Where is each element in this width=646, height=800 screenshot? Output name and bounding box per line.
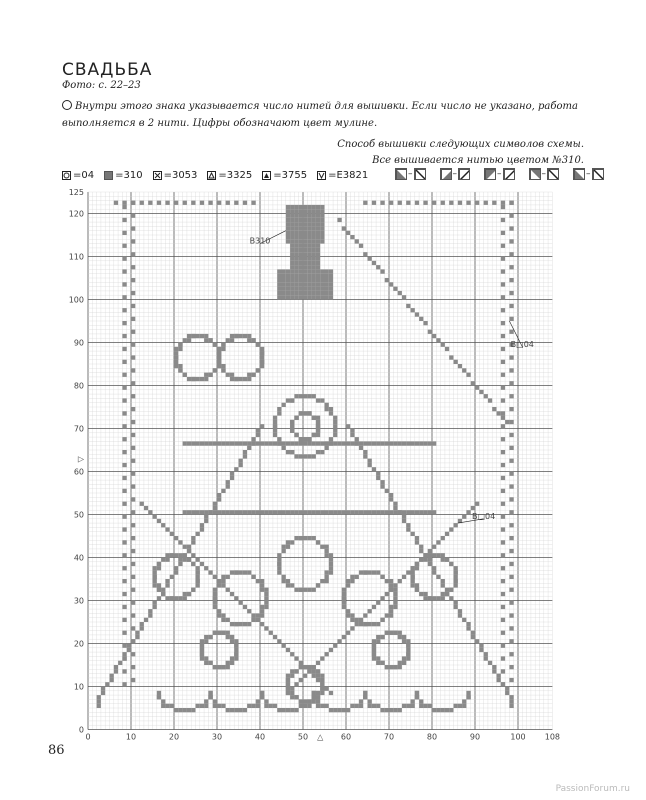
thread-note — [62, 98, 602, 132]
filled-triangle-icon — [262, 171, 271, 180]
x-tick-label: 40 — [254, 732, 266, 742]
callout-right: B□04 — [510, 339, 534, 349]
legend-label: =310 — [115, 170, 143, 181]
legend-item-3053 — [153, 170, 198, 181]
x-tick-label: 100 — [510, 732, 526, 742]
y-tick-label: 110 — [68, 252, 84, 262]
half-stitch-icon — [395, 168, 407, 180]
backstitch-pair: – — [573, 168, 604, 180]
x-tick-label: 50 — [297, 732, 309, 742]
x-tick-label: 0 — [85, 732, 91, 742]
cross-symbol-icon — [153, 171, 162, 180]
diagonal-stitch-icon — [458, 168, 470, 180]
filled-square-icon — [104, 171, 113, 180]
legend-label: =3755 — [273, 170, 308, 181]
x-tick-label: 10 — [125, 732, 137, 742]
diagonal-stitch-icon — [547, 168, 559, 180]
legend-label: =E3821 — [328, 170, 369, 181]
x-tick-label: 30 — [211, 732, 223, 742]
legend-item-3755 — [262, 170, 307, 181]
backstitch-legend — [395, 168, 604, 180]
thread-note-text: Внутри этого знака указывается число нитей для вышивки. Если число не указано, работа выполняется в 2 нити. Цифры обозначают цвет мулине. — [62, 101, 578, 129]
y-tick-label: 90 — [73, 338, 84, 348]
x-tick-label: 80 — [426, 732, 438, 742]
photo-reference: Фото: с. 22–23 — [62, 80, 141, 91]
legend-label: =3325 — [218, 170, 253, 181]
y-tick-label: 20 — [73, 639, 84, 649]
x-center-mark: △ — [317, 732, 324, 742]
legend-label: =3053 — [163, 170, 198, 181]
half-stitch-icon — [440, 168, 452, 180]
circle-icon — [62, 100, 72, 110]
x-tick-label: 60 — [340, 732, 352, 742]
half-stitch-icon — [529, 168, 541, 180]
y-tick-label: 80 — [73, 381, 84, 391]
y-tick-label: 120 — [68, 209, 84, 219]
circle-symbol-icon — [62, 171, 71, 180]
half-stitch-icon — [484, 168, 496, 180]
backstitch-pair: – — [440, 168, 471, 180]
y-tick-label: 0 — [78, 725, 84, 735]
x-tick-label: 90 — [469, 732, 481, 742]
legend-item-04 — [62, 170, 94, 181]
half-stitch-icon — [573, 168, 585, 180]
diagonal-stitch-icon — [414, 168, 426, 180]
y-tick-label: 40 — [73, 553, 84, 563]
watermark: PassionForum.ru — [555, 784, 630, 794]
backstitch-pair: – — [484, 168, 515, 180]
y-tick-label: 30 — [73, 596, 84, 606]
diagonal-stitch-icon — [503, 168, 515, 180]
method-line-2: Все вышивается нитью цветом №310. — [372, 155, 584, 166]
method-note — [337, 137, 584, 169]
callout-top: B310 — [249, 236, 271, 246]
v-symbol-icon — [317, 171, 326, 180]
y-tick-label: 10 — [73, 682, 84, 692]
y-tick-label: 50 — [73, 510, 84, 520]
backstitch-pair: – — [395, 168, 426, 180]
legend-item-310 — [104, 170, 142, 181]
legend-label: =04 — [73, 170, 95, 181]
y-tick-label: 60 — [73, 467, 84, 477]
legend-item-3325 — [207, 170, 252, 181]
callout-mid: B□04 — [471, 511, 496, 521]
x-tick-label: 20 — [168, 732, 180, 742]
open-triangle-icon — [207, 171, 216, 180]
y-tick-label: 70 — [73, 424, 84, 434]
y-tick-label: 125 — [68, 188, 84, 197]
backstitch-pair: – — [529, 168, 560, 180]
page-number: 86 — [48, 743, 65, 758]
y-center-mark: ▷ — [77, 454, 84, 464]
y-tick-label: 100 — [68, 295, 84, 305]
color-legend — [62, 170, 368, 181]
page-title: СВАДЬБА — [62, 60, 153, 80]
x-tick-label: 108 — [544, 732, 561, 742]
method-line-1: Способ вышивки следующих символов схемы. — [337, 139, 584, 150]
legend-item-e3821 — [317, 170, 368, 181]
cross-stitch-chart — [60, 186, 580, 742]
diagonal-stitch-icon — [592, 168, 604, 180]
x-tick-label: 70 — [383, 732, 395, 742]
